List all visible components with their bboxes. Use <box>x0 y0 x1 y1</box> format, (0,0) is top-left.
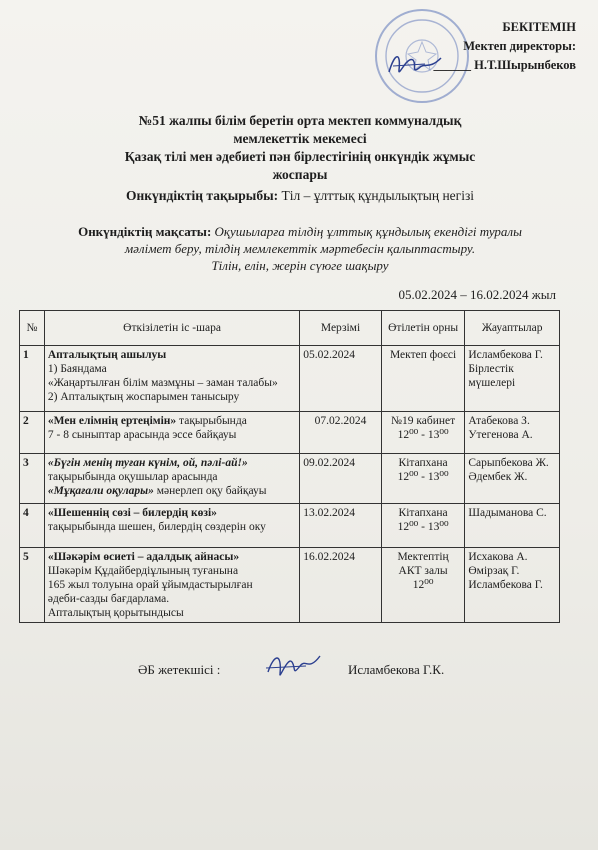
topic-text: Тіл – ұлттық құндылықтың негізі <box>278 188 475 203</box>
event-cell <box>44 346 299 412</box>
goal-text: Тілін, елін, жерін сүюге шақыру <box>211 258 389 273</box>
row-number: 3 <box>20 454 45 504</box>
event-time: 12⁰⁰ - 13⁰⁰ <box>397 429 449 441</box>
event-line: 165 жыл толуына орай ұйымдастырылған <box>47 579 253 591</box>
event-time: 12⁰⁰ - 13⁰⁰ <box>397 521 449 533</box>
column-header: Өткізілетін іс -шара <box>44 311 299 346</box>
document-title <box>40 112 560 184</box>
title-line: №51 жалпы білім беретін орта мектеп коммуналдық <box>138 113 462 128</box>
event-place: Мектеп фоєсі <box>381 346 465 412</box>
event-date: 05.02.2024 <box>300 346 382 412</box>
event-place <box>381 412 465 454</box>
event-line: 1) Баяндама <box>47 363 107 375</box>
column-header: Өтілетін орны <box>381 311 465 346</box>
approve-label: БЕКІТЕМІН <box>502 20 576 34</box>
date-period: 05.02.2024 – 16.02.2024 жыл <box>398 287 556 302</box>
event-time: 12⁰⁰ - 13⁰⁰ <box>397 471 449 483</box>
event-title: «Шешеннің сөзі – билердің көзі» <box>47 507 217 519</box>
column-header: № <box>20 311 45 346</box>
footer-signature-line <box>138 662 498 678</box>
event-date: 16.02.2024 <box>300 548 382 623</box>
responsible-name: Әдембек Ж. <box>468 471 528 483</box>
table-row <box>20 412 560 454</box>
event-title-tail: тақырыбында <box>176 415 247 427</box>
plan-table <box>19 310 560 623</box>
responsible-name: Утегенова А. <box>468 429 533 441</box>
goal-block <box>20 223 580 274</box>
table-row <box>20 454 560 504</box>
table-row <box>20 548 560 623</box>
responsible-name: Исхакова А. <box>468 551 528 563</box>
event-line: «Жаңартылған білім мазмұны – заман талабы» <box>47 377 278 389</box>
responsible-name: Бірлестік мүшелері <box>468 363 516 389</box>
event-cell <box>44 548 299 623</box>
event-line: 7 - 8 сыныптар арасында эссе байқауы <box>47 429 237 441</box>
event-place <box>381 504 465 548</box>
goal-text: Оқушыларға тілдің ұлттық құндылық екендігі туралы <box>211 224 522 239</box>
place-name: Кітапхана <box>398 457 448 469</box>
column-header: Мерзімі <box>300 311 382 346</box>
event-line: мәнерлеп оқу байқауы <box>153 485 267 497</box>
row-number: 5 <box>20 548 45 623</box>
event-line: Шәкәрім Құдайбердіұлының туғанына <box>47 565 239 577</box>
responsible-name: Шадыманова С. <box>468 507 547 519</box>
event-line: Апталықтың қорытындысы <box>47 607 184 619</box>
event-cell <box>44 412 299 454</box>
responsible-cell <box>465 454 560 504</box>
responsible-name: Атабекова З. <box>468 415 530 427</box>
responsible-name: Исламбекова Г. <box>468 349 543 361</box>
responsible-cell <box>465 346 560 412</box>
event-line: тақырыбында шешен, билердің сөздерін оку <box>47 521 266 533</box>
event-title: «Бүгін менің туған күнім, ой, пәлі-ай!» <box>47 457 248 469</box>
event-line: әдеби-сазды бағдарлама. <box>47 593 170 605</box>
goal-label: Онкүндіктің мақсаты: <box>78 224 212 239</box>
title-line: жоспары <box>272 167 328 182</box>
footer-label: ӘБ жетекшісі : <box>138 662 221 677</box>
event-line: 2) Апталықтың жоспарымен танысыру <box>47 391 240 403</box>
footer-name: Исламбекова Г.К. <box>348 662 445 677</box>
goal-text: мәлімет беру, тілдің мемлекеттік мәртебесін қалыптастыру. <box>124 241 476 256</box>
responsible-cell <box>465 412 560 454</box>
row-number: 2 <box>20 412 45 454</box>
event-cell <box>44 454 299 504</box>
event-date: 07.02.2024 <box>300 412 382 454</box>
event-title: «Мен елімнің ертеңімін» <box>47 415 177 427</box>
place-name: №19 кабинет <box>391 415 456 427</box>
event-date: 09.02.2024 <box>300 454 382 504</box>
place-name: Кітапхана <box>398 507 448 519</box>
event-time: 12⁰⁰ <box>412 579 434 591</box>
event-place <box>381 454 465 504</box>
table-header-row <box>20 311 560 346</box>
approval-block <box>434 18 576 75</box>
place-name: АКТ залы <box>398 565 448 577</box>
event-title: «Шәкәрім өсиеті – адалдық айнасы» <box>47 551 240 563</box>
topic-label: Онкүндіктің тақырыбы: <box>125 188 279 203</box>
event-place <box>381 548 465 623</box>
table-row <box>20 346 560 412</box>
row-number: 4 <box>20 504 45 548</box>
column-header: Жауаптылар <box>465 311 560 346</box>
event-line: тақырыбында оқушылар арасында <box>47 471 218 483</box>
place-name: Мектептің <box>397 551 449 563</box>
event-cell <box>44 504 299 548</box>
topic-line <box>20 188 580 204</box>
responsible-cell <box>465 548 560 623</box>
title-line: Қазақ тілі мен әдебиеті пән бірлестігінің онкүндік жұмыс <box>124 149 476 164</box>
event-italic: «Мұқағали оқулары» <box>47 485 154 497</box>
responsible-name: Сарыпбекова Ж. <box>468 457 549 469</box>
event-title: Апталықтың ашылуы <box>47 349 167 361</box>
responsible-cell <box>465 504 560 548</box>
row-number: 1 <box>20 346 45 412</box>
responsible-name: Өмірзақ Г. <box>468 565 520 577</box>
title-line: мемлекеттік мекемесі <box>233 131 367 146</box>
table-row <box>20 504 560 548</box>
responsible-name: Исламбекова Г. <box>468 579 543 591</box>
event-date: 13.02.2024 <box>300 504 382 548</box>
director-label: Мектеп директоры: <box>463 39 576 53</box>
director-name: ______ Н.Т.Шырынбеков <box>433 58 576 72</box>
